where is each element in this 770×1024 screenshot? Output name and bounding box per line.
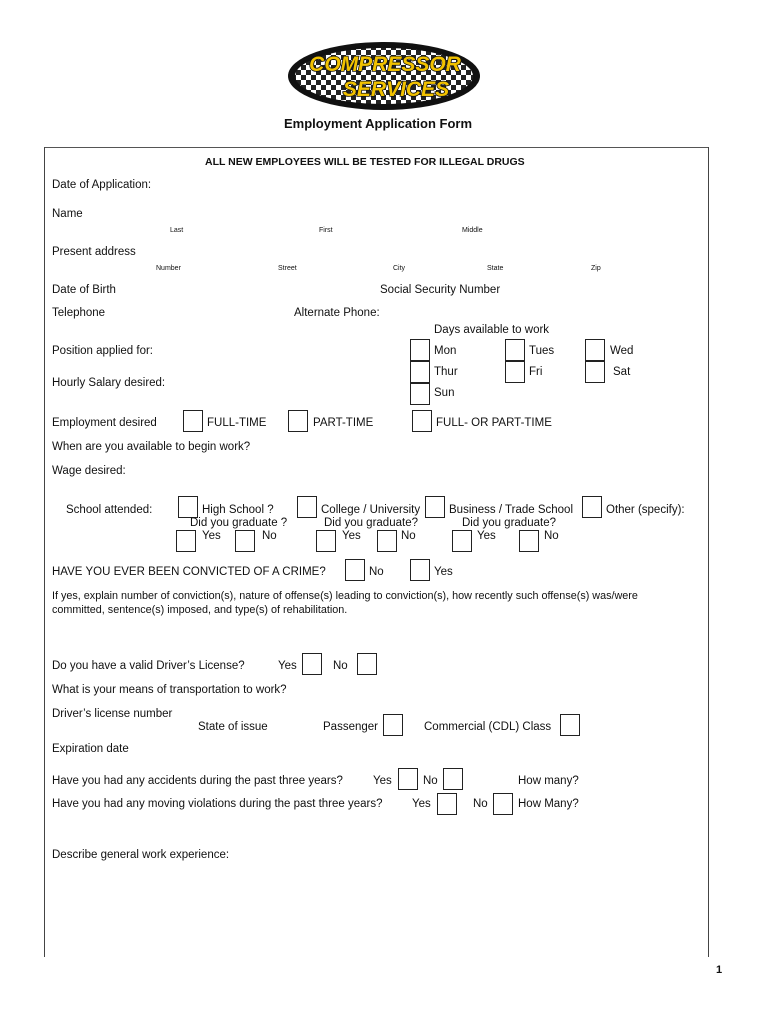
name-first-label: First xyxy=(319,227,333,234)
crime-explain-line1: If yes, explain number of conviction(s), nature of offense(s) leading to conviction(s), how recently such offense(s) was/were xyxy=(52,590,638,602)
violations-question: Have you had any moving violations during the past three years? xyxy=(52,798,383,810)
page-title: Employment Application Form xyxy=(284,116,473,131)
license-yes-label: Yes xyxy=(278,660,297,672)
either-time-label: FULL- OR PART-TIME xyxy=(436,417,552,429)
state-issue-label: State of issue xyxy=(198,721,268,733)
name-label: Name xyxy=(52,208,83,220)
sat-checkbox[interactable] xyxy=(585,361,605,383)
dob-label: Date of Birth xyxy=(52,284,116,296)
transport-label: What is your means of transportation to work? xyxy=(52,684,287,696)
license-no-checkbox[interactable] xyxy=(357,653,377,675)
other-school-label: Other (specify): xyxy=(606,504,685,516)
high-school-no-label: No xyxy=(262,530,277,542)
high-school-no-checkbox[interactable] xyxy=(235,530,255,552)
college-no-label: No xyxy=(401,530,416,542)
employment-label: Employment desired xyxy=(52,417,157,429)
thur-label: Thur xyxy=(434,366,458,378)
violations-yes-checkbox[interactable] xyxy=(437,793,457,815)
accidents-no-checkbox[interactable] xyxy=(443,768,463,790)
high-school-label: High School ? xyxy=(202,504,274,516)
position-label: Position applied for: xyxy=(52,345,154,357)
license-number-label: Driver’s license number xyxy=(52,708,173,720)
alt-phone-label: Alternate Phone: xyxy=(294,307,380,319)
logo-graphic xyxy=(286,40,482,112)
crime-question: HAVE YOU EVER BEEN CONVICTED OF A CRIME? xyxy=(52,566,326,578)
crime-explain-line2: committed, sentence(s) imposed, and type(s) of rehabilitation. xyxy=(52,604,348,616)
telephone-label: Telephone xyxy=(52,307,106,319)
ssn-label: Social Security Number xyxy=(380,284,501,296)
other-school-checkbox[interactable] xyxy=(582,496,602,518)
name-middle-label: Middle xyxy=(462,227,483,234)
expiration-label: Expiration date xyxy=(52,743,129,755)
wed-checkbox[interactable] xyxy=(585,339,605,361)
passenger-label: Passenger xyxy=(323,721,378,733)
mon-label: Mon xyxy=(434,345,457,357)
license-question: Do you have a valid Driver’s License? xyxy=(52,660,245,672)
crime-no-checkbox[interactable] xyxy=(345,559,365,581)
license-no-label: No xyxy=(333,660,348,672)
school-label: School attended: xyxy=(66,504,153,516)
business-yes-checkbox[interactable] xyxy=(452,530,472,552)
thur-checkbox[interactable] xyxy=(410,361,430,383)
college-checkbox[interactable] xyxy=(297,496,317,518)
mon-checkbox[interactable] xyxy=(410,339,430,361)
form-border-right xyxy=(708,147,709,957)
commercial-label: Commercial (CDL) Class xyxy=(424,721,552,733)
days-available-title: Days available to work xyxy=(434,324,550,336)
sat-label: Sat xyxy=(613,366,631,378)
business-school-label: Business / Trade School xyxy=(449,504,574,516)
high-school-graduate-label: Did you graduate ? xyxy=(190,517,288,529)
address-zip-label: Zip xyxy=(591,265,601,272)
full-time-checkbox[interactable] xyxy=(183,410,203,432)
fri-checkbox[interactable] xyxy=(505,361,525,383)
business-yes-label: Yes xyxy=(477,530,496,542)
full-time-label: FULL-TIME xyxy=(207,417,267,429)
sun-checkbox[interactable] xyxy=(410,383,430,405)
part-time-label: PART-TIME xyxy=(313,417,374,429)
high-school-yes-checkbox[interactable] xyxy=(176,530,196,552)
violations-yes-label: Yes xyxy=(412,798,431,810)
logo-line1: COMPRESSOR xyxy=(309,53,461,76)
business-no-checkbox[interactable] xyxy=(519,530,539,552)
page-number: 1 xyxy=(716,964,723,976)
address-street-label: Street xyxy=(278,265,297,272)
form-border-left xyxy=(44,147,45,957)
address-label: Present address xyxy=(52,246,136,258)
logo-line2: SERVICES xyxy=(342,78,450,101)
commercial-checkbox[interactable] xyxy=(560,714,580,736)
college-yes-label: Yes xyxy=(342,530,361,542)
accidents-yes-label: Yes xyxy=(373,775,392,787)
address-state-label: State xyxy=(487,265,504,272)
high-school-yes-label: Yes xyxy=(202,530,221,542)
violations-no-checkbox[interactable] xyxy=(493,793,513,815)
crime-no-label: No xyxy=(369,566,384,578)
crime-yes-checkbox[interactable] xyxy=(410,559,430,581)
license-yes-checkbox[interactable] xyxy=(302,653,322,675)
business-no-label: No xyxy=(544,530,559,542)
accidents-question: Have you had any accidents during the past three years? xyxy=(52,775,343,787)
business-graduate-label: Did you graduate? xyxy=(462,517,556,529)
high-school-checkbox[interactable] xyxy=(178,496,198,518)
sun-label: Sun xyxy=(434,387,455,399)
crime-yes-label: Yes xyxy=(434,566,453,578)
date-of-application-label: Date of Application: xyxy=(52,179,152,191)
drug-test-notice: ALL NEW EMPLOYEES WILL BE TESTED FOR ILLEGAL DRUGS xyxy=(205,156,525,168)
fri-label: Fri xyxy=(529,366,543,378)
either-time-checkbox[interactable] xyxy=(412,410,432,432)
address-number-label: Number xyxy=(156,265,181,272)
accidents-yes-checkbox[interactable] xyxy=(398,768,418,790)
college-no-checkbox[interactable] xyxy=(377,530,397,552)
passenger-checkbox[interactable] xyxy=(383,714,403,736)
available-begin-label: When are you available to begin work? xyxy=(52,441,251,453)
accidents-no-label: No xyxy=(423,775,438,787)
name-last-label: Last xyxy=(170,227,184,234)
wed-label: Wed xyxy=(610,345,634,357)
college-graduate-label: Did you graduate? xyxy=(324,517,418,529)
experience-label: Describe general work experience: xyxy=(52,849,230,861)
salary-label: Hourly Salary desired: xyxy=(52,377,166,389)
form-border-top xyxy=(44,147,709,148)
wage-label: Wage desired: xyxy=(52,465,126,477)
college-label: College / University xyxy=(321,504,421,516)
tues-label: Tues xyxy=(529,345,555,357)
violations-no-label: No xyxy=(473,798,488,810)
company-logo xyxy=(286,40,482,112)
tues-checkbox[interactable] xyxy=(505,339,525,361)
part-time-checkbox[interactable] xyxy=(288,410,308,432)
violations-how-many-label: How Many? xyxy=(518,798,579,810)
accidents-how-many-label: How many? xyxy=(518,775,579,787)
business-school-checkbox[interactable] xyxy=(425,496,445,518)
address-city-label: City xyxy=(393,265,406,272)
college-yes-checkbox[interactable] xyxy=(316,530,336,552)
